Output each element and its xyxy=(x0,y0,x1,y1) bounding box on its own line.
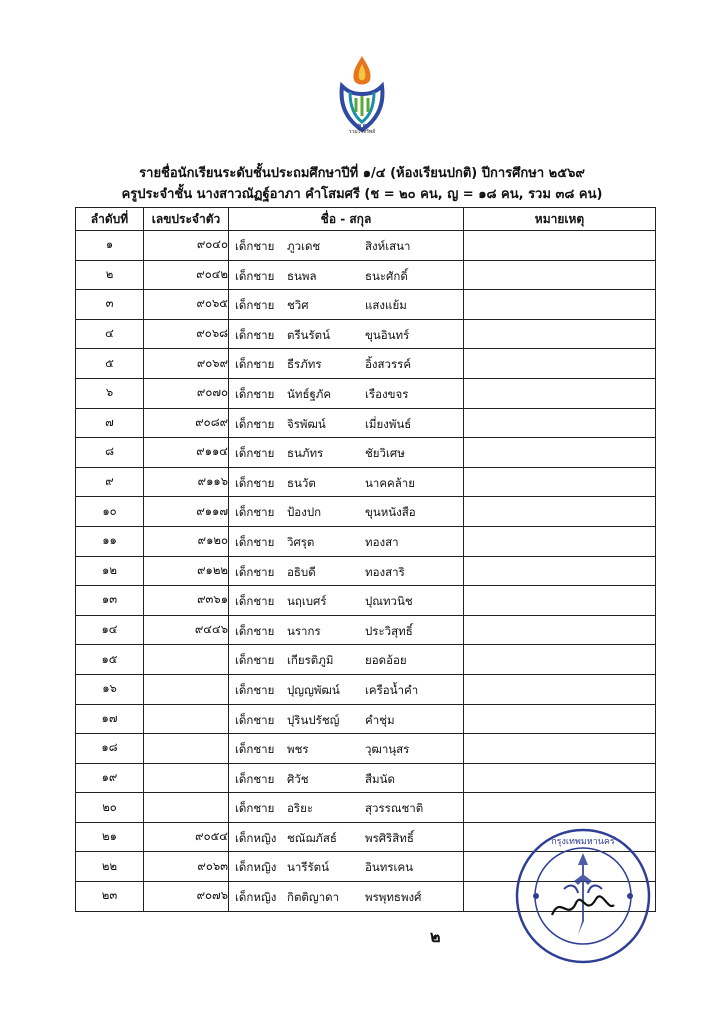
last-name: ธนะศักดิ์ xyxy=(365,268,408,283)
student-id xyxy=(144,674,229,704)
remark-cell xyxy=(464,290,656,320)
student-id: ๙๑๒๒ xyxy=(144,556,229,586)
last-name: ทองสา xyxy=(365,534,399,549)
remark-cell xyxy=(464,378,656,408)
table-row xyxy=(76,408,656,438)
remark-cell xyxy=(464,645,656,675)
logo-caption: รวมไว้ทรัพย์ xyxy=(348,129,376,135)
name-prefix: เด็กหญิง xyxy=(235,890,277,905)
student-id: ๙๐๖๕ xyxy=(144,290,229,320)
row-number: ๙ xyxy=(76,467,144,497)
header-name: ชื่อ - สกุล xyxy=(229,208,464,231)
page-mark: ๒ xyxy=(430,927,441,946)
first-name: ป้องปก xyxy=(287,505,322,520)
student-name xyxy=(229,260,464,290)
student-id: ๙๐๖๙ xyxy=(144,349,229,379)
name-prefix: เด็กชาย xyxy=(235,475,275,490)
row-number: ๒๑ xyxy=(76,822,144,852)
student-name xyxy=(229,615,464,645)
name-prefix: เด็กชาย xyxy=(235,564,275,579)
table-row xyxy=(76,497,656,527)
remark-cell xyxy=(464,408,656,438)
remark-cell xyxy=(464,319,656,349)
last-name: สุวรรณชาติ xyxy=(365,801,424,816)
row-number: ๘ xyxy=(76,438,144,468)
table-row xyxy=(76,674,656,704)
header-student-id: เลขประจำตัว xyxy=(144,208,229,231)
student-name xyxy=(229,497,464,527)
student-name xyxy=(229,438,464,468)
student-id: ๙๑๑๖ xyxy=(144,467,229,497)
name-prefix: เด็กชาย xyxy=(235,623,275,638)
remark-cell xyxy=(464,467,656,497)
remark-cell xyxy=(464,763,656,793)
student-name xyxy=(229,763,464,793)
first-name: ธนวัต xyxy=(287,475,316,490)
table-row xyxy=(76,734,656,764)
name-prefix: เด็กชาย xyxy=(235,327,275,342)
last-name: พรศิริสิทธิ์ xyxy=(365,830,414,845)
student-id xyxy=(144,734,229,764)
student-id: ๙๐๔๒ xyxy=(144,260,229,290)
page-title: รายชื่อนักเรียนระดับชั้นประถมศึกษาปีที่ ๑/๔ (ห้องเรียนปกติ) ปีการศึกษา ๒๕๖๙ xyxy=(139,166,585,181)
student-id: ๙๐๖๓ xyxy=(144,852,229,882)
name-prefix: เด็กชาย xyxy=(235,268,275,283)
student-name xyxy=(229,882,464,912)
row-number: ๑๒ xyxy=(76,556,144,586)
table-row xyxy=(76,378,656,408)
remark-cell xyxy=(464,615,656,645)
table-row xyxy=(76,556,656,586)
student-name xyxy=(229,319,464,349)
row-number: ๑๙ xyxy=(76,763,144,793)
row-number: ๔ xyxy=(76,319,144,349)
first-name: วิศรุต xyxy=(287,534,315,549)
first-name: เกียรติภูมิ xyxy=(287,653,334,668)
last-name: ทองสาริ xyxy=(365,564,405,579)
table-row xyxy=(76,704,656,734)
name-prefix: เด็กหญิง xyxy=(235,860,277,875)
last-name: ขุนอินทร์ xyxy=(365,327,410,342)
student-name xyxy=(229,704,464,734)
table-row xyxy=(76,319,656,349)
student-name xyxy=(229,408,464,438)
student-id xyxy=(144,793,229,823)
row-number: ๒๒ xyxy=(76,852,144,882)
last-name: พรพุทธพงศ์ xyxy=(365,890,422,905)
name-prefix: เด็กชาย xyxy=(235,742,275,757)
row-number: ๑ xyxy=(76,231,144,261)
row-number: ๑๑ xyxy=(76,526,144,556)
row-number: ๒๐ xyxy=(76,793,144,823)
remark-cell xyxy=(464,497,656,527)
first-name: นัทธ์ฐภัค xyxy=(287,386,332,401)
name-prefix: เด็กชาย xyxy=(235,771,275,786)
last-name: อินทรเคน xyxy=(365,860,414,875)
table-row xyxy=(76,438,656,468)
last-name: ชัยวิเศษ xyxy=(365,446,405,461)
first-name: ธีรภัทร xyxy=(287,357,322,372)
last-name: แสงแย้ม xyxy=(365,298,407,313)
remark-cell xyxy=(464,674,656,704)
name-prefix: เด็กชาย xyxy=(235,416,275,431)
row-number: ๒ xyxy=(76,260,144,290)
table-row xyxy=(76,231,656,261)
remark-cell xyxy=(464,556,656,586)
first-name: พชร xyxy=(287,742,309,757)
last-name: เครือน้ำคำ xyxy=(365,682,419,697)
first-name: ภูวเดช xyxy=(287,239,321,253)
student-id xyxy=(144,704,229,734)
row-number: ๑๗ xyxy=(76,704,144,734)
student-id: ๙๐๕๔ xyxy=(144,822,229,852)
page-subtitle: ครูประจำชั้น นางสาวณัฏฐ์อาภา คำโสมศรี (ช = ๒๐ คน, ญ = ๑๘ คน, รวม ๓๘ คน) xyxy=(121,187,603,202)
student-name xyxy=(229,674,464,704)
student-name xyxy=(229,556,464,586)
table-row xyxy=(76,586,656,616)
remark-cell xyxy=(464,704,656,734)
student-name xyxy=(229,734,464,764)
remark-cell xyxy=(464,438,656,468)
student-id: ๙๐๖๘ xyxy=(144,319,229,349)
table-row xyxy=(76,349,656,379)
table-header-row xyxy=(76,208,656,231)
student-id: ๙๐๘๙ xyxy=(144,408,229,438)
first-name: ชวิศ xyxy=(287,298,309,313)
svg-text:๑๑: ๑๑ xyxy=(356,121,368,131)
table-row xyxy=(76,763,656,793)
student-id xyxy=(144,763,229,793)
name-prefix: เด็กชาย xyxy=(235,712,275,727)
remark-cell xyxy=(464,734,656,764)
first-name: ธนพล xyxy=(287,268,317,283)
last-name: อิ้งสวรรค์ xyxy=(365,357,412,372)
name-prefix: เด็กชาย xyxy=(235,298,275,313)
header-remark: หมายเหตุ xyxy=(464,208,656,231)
last-name: เรืองขจร xyxy=(365,386,409,401)
student-id xyxy=(144,645,229,675)
student-name xyxy=(229,822,464,852)
last-name: เมี่ยงพันธ์ xyxy=(365,416,412,431)
first-name: อริยะ xyxy=(287,801,313,816)
name-prefix: เด็กชาย xyxy=(235,801,275,816)
row-number: ๑๕ xyxy=(76,645,144,675)
student-roster-table xyxy=(75,207,656,912)
remark-cell xyxy=(464,349,656,379)
student-name xyxy=(229,526,464,556)
student-id: ๙๐๗๖ xyxy=(144,882,229,912)
table-row xyxy=(76,260,656,290)
first-name: อธิบดี xyxy=(287,564,316,579)
seal-text: กรุงเทพมหานคร xyxy=(551,837,615,847)
name-prefix: เด็กชาย xyxy=(235,239,275,253)
first-name: ธนภัทร xyxy=(287,446,324,461)
student-id: ๙๔๔๖ xyxy=(144,615,229,645)
remark-cell xyxy=(464,260,656,290)
table-row xyxy=(76,526,656,556)
last-name: สิงห์เสนา xyxy=(365,239,411,253)
student-name xyxy=(229,852,464,882)
last-name: ยอดอ้อย xyxy=(365,653,407,668)
student-name xyxy=(229,586,464,616)
first-name: จิรพัฒน์ xyxy=(287,416,326,431)
name-prefix: เด็กหญิง xyxy=(235,830,277,845)
last-name: ปุณทวนิช xyxy=(365,594,413,609)
table-row xyxy=(76,645,656,675)
last-name: คำชุ่ม xyxy=(365,712,395,727)
remark-cell xyxy=(464,793,656,823)
student-name xyxy=(229,467,464,497)
remark-cell xyxy=(464,526,656,556)
remark-cell xyxy=(464,231,656,261)
first-name: ชณัฌภัสธ์ xyxy=(287,830,337,845)
first-name: นรากร xyxy=(287,623,321,638)
table-row xyxy=(76,615,656,645)
row-number: ๑๓ xyxy=(76,586,144,616)
remark-cell xyxy=(464,586,656,616)
row-number: ๓ xyxy=(76,290,144,320)
row-number: ๒๓ xyxy=(76,882,144,912)
student-id: ๙๑๑๔ xyxy=(144,438,229,468)
student-id: ๙๓๖๑ xyxy=(144,586,229,616)
last-name: วุฒานุสร xyxy=(365,742,410,757)
student-name xyxy=(229,231,464,261)
student-id: ๙๑๑๗ xyxy=(144,497,229,527)
table-row xyxy=(76,467,656,497)
row-number: ๕ xyxy=(76,349,144,379)
last-name: นาคคล้าย xyxy=(365,475,415,490)
student-name xyxy=(229,290,464,320)
student-id: ๙๑๒๐ xyxy=(144,526,229,556)
student-name xyxy=(229,645,464,675)
student-name xyxy=(229,793,464,823)
name-prefix: เด็กชาย xyxy=(235,386,275,401)
student-name xyxy=(229,349,464,379)
name-prefix: เด็กชาย xyxy=(235,682,275,697)
first-name: ปุรินปรัชญ์ xyxy=(287,712,340,727)
name-prefix: เด็กชาย xyxy=(235,534,275,549)
first-name: นฤเบศร์ xyxy=(287,594,327,609)
row-number: ๖ xyxy=(76,378,144,408)
first-name: ศิวัช xyxy=(287,771,309,786)
name-prefix: เด็กชาย xyxy=(235,594,275,609)
student-id: ๙๐๗๐ xyxy=(144,378,229,408)
first-name: ปุญญพัฒน์ xyxy=(287,682,340,697)
last-name: ขุนหนังสือ xyxy=(365,505,416,520)
last-name: ประวิสุทธิ์ xyxy=(365,623,413,638)
first-name: นารีรัตน์ xyxy=(287,860,330,875)
row-number: ๑๐ xyxy=(76,497,144,527)
student-name xyxy=(229,378,464,408)
header-no: ลำดับที่ xyxy=(76,208,144,231)
row-number: ๗ xyxy=(76,408,144,438)
row-number: ๑๖ xyxy=(76,674,144,704)
table-row xyxy=(76,290,656,320)
name-prefix: เด็กชาย xyxy=(235,357,275,372)
official-seal-stamp xyxy=(512,825,654,967)
row-number: ๑๔ xyxy=(76,615,144,645)
name-prefix: เด็กชาย xyxy=(235,505,275,520)
table-row xyxy=(76,793,656,823)
first-name: ตรีนรัตน์ xyxy=(287,327,331,342)
name-prefix: เด็กชาย xyxy=(235,653,275,668)
first-name: กิตติญาดา xyxy=(287,890,340,905)
row-number: ๑๘ xyxy=(76,734,144,764)
last-name: สืมนัด xyxy=(365,771,395,786)
name-prefix: เด็กชาย xyxy=(235,446,275,461)
student-id: ๙๐๔๐ xyxy=(144,231,229,261)
